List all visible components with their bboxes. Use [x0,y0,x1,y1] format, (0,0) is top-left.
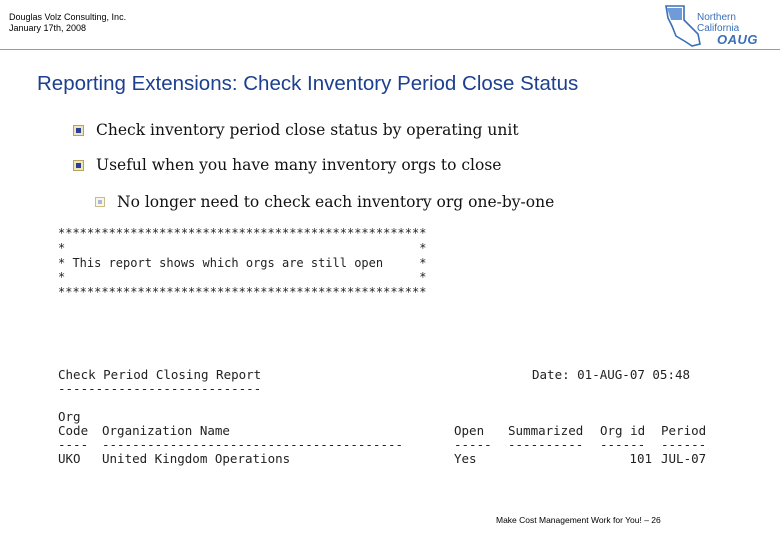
banner-line: * * [58,241,427,255]
report-date: Date: 01-AUG-07 05:48 [532,367,691,382]
column-header-org-name: Organization Name [102,423,230,438]
column-dash-summarized: ---------- [508,437,584,452]
company-name: Douglas Volz Consulting, Inc. [9,12,127,22]
column-header-org: Org [58,409,81,424]
column-header-open: Open [454,423,485,438]
column-header-summarized: Summarized [508,423,584,438]
column-header-code: Code [58,423,89,438]
row-open: Yes [454,451,477,466]
slide-title: Reporting Extensions: Check Inventory Period Close Status [37,72,579,95]
column-dash-org-id: ------ [600,437,646,452]
sub-bullet-item: No longer need to check each inventory org one-by-one [117,193,555,211]
column-header-org-id: Org id [600,423,646,438]
column-header-period: Period [661,423,707,438]
logo-line2: California [697,23,740,34]
column-dash-org-name: ---------------------------------------- [102,437,404,452]
logo-line1: Northern [697,12,736,23]
bullet-square-icon [73,160,84,171]
row-code: UKO [58,451,81,466]
header-divider [0,49,780,50]
bullet-square-icon [73,125,84,136]
row-org-id: 101 [629,451,652,466]
row-period: JUL-07 [661,451,707,466]
banner-line: * This report shows which orgs are still open * [58,256,427,270]
column-dash-code: ---- [58,437,89,452]
presentation-date: January 17th, 2008 [9,23,87,33]
company-header [9,12,126,34]
sub-bullet-square-icon [95,197,105,207]
bullet-item: Useful when you have many inventory orgs to close [96,156,502,174]
banner-line: *************************************************** [58,226,427,240]
column-dash-period: ------ [661,437,707,452]
column-dash-open: ----- [454,437,492,452]
slide-footer: Make Cost Management Work for You! – 26 [496,515,661,525]
row-org-name: United Kingdom Operations [102,451,291,466]
report-title: Check Period Closing Report [58,367,262,382]
logo-line3: OAUG [717,32,758,47]
banner-line: * * [58,270,427,284]
bullet-item: Check inventory period close status by operating unit [96,121,519,139]
banner-line: *************************************************** [58,285,427,299]
report-title-underline: --------------------------- [58,381,262,396]
